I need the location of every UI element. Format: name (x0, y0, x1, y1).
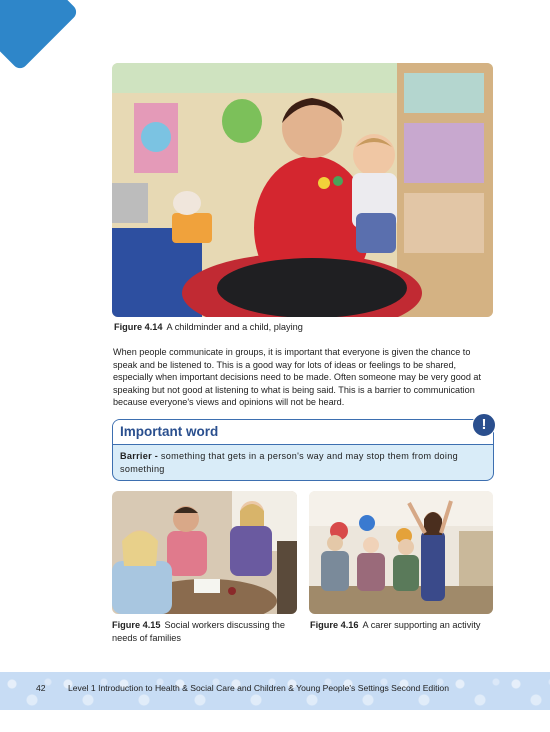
photo-childminder-playing (112, 63, 493, 317)
figure-number: Figure 4.14 (114, 322, 163, 332)
important-word-term: Barrier - (120, 451, 159, 461)
exclamation-icon: ! (472, 413, 496, 437)
important-word-definition (113, 445, 493, 476)
caption-text: A carer supporting an activity (362, 620, 481, 630)
important-word-box (112, 419, 494, 481)
body-paragraph: When people communicate in groups, it is important that everyone is given the chance to speak and be listened to. This is a good way for lots of ideas or feelings to be shared, especially when important decisions need to be made. Often someone may be very good at speaking but not good at listening to what is being said. This is a barrier to communication because everyone's views and opinions will not be heard. (113, 347, 482, 408)
figure-4-15-caption (112, 619, 298, 645)
caption-text: Social workers discussing the needs of families (112, 620, 286, 643)
important-word-heading: Important word (113, 420, 493, 445)
photo-carer-activity (309, 491, 493, 614)
caption-text: A childminder and a child, playing (166, 322, 303, 332)
definition-text: something that gets in a person's way and may stop them from doing something (120, 451, 458, 474)
figure-number: Figure 4.16 (310, 620, 359, 630)
page-number: 42 (36, 683, 46, 693)
photo-social-workers (112, 491, 297, 614)
figure-4-14-caption (114, 321, 494, 334)
book-title: Level 1 Introduction to Health & Social Care and Children & Young People's Settings Second Edition (68, 683, 449, 693)
figure-number: Figure 4.15 (112, 620, 161, 630)
figure-4-16-caption (310, 619, 494, 632)
corner-tab-decoration (0, 0, 79, 71)
